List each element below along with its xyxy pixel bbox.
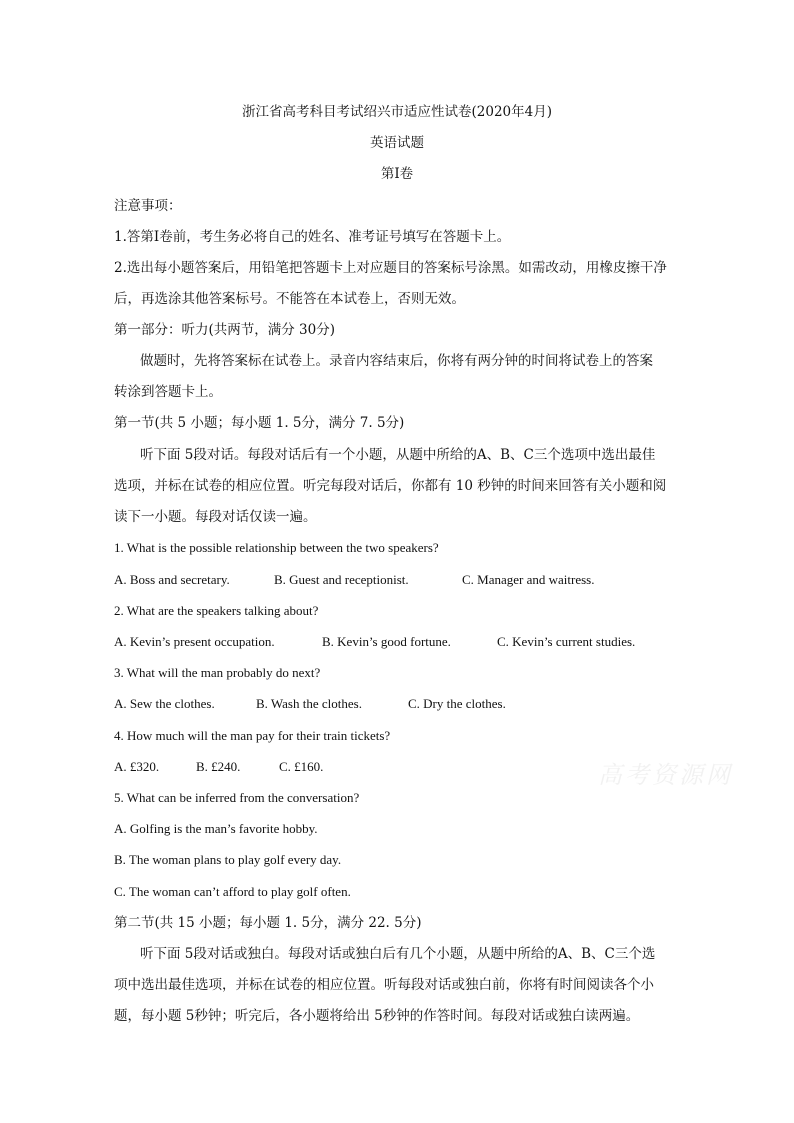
question-2-option-c: C. Kevin’s current studies. [497, 634, 636, 649]
question-1-stem: 1. What is the possible relationship between the two speakers? [114, 540, 439, 555]
note-item-2-line-2: 后，再选涂其他答案标号。不能答在本试卷上，否则无效。 [114, 291, 465, 307]
question-4-option-b: B. £240. [196, 759, 241, 774]
note-item-2-line-1: 2.选出每小题答案后，用铅笔把答题卡上对应题目的答案标号涂黑。如需改动，用橡皮擦干净 [114, 260, 667, 276]
part1-instruction-line-1: 做题时，先将答案标在试卷上。录音内容结束后，你将有两分钟的时间将试卷上的答案 [140, 353, 653, 369]
notes-heading: 注意事项： [114, 198, 182, 214]
section2-instruction-line-2: 项中选出最佳选项，并标在试卷的相应位置。听每段对话或独白前，你将有时间阅读各个小 [114, 977, 654, 993]
watermark: 高考资源网 [598, 761, 733, 789]
section2-instruction-line-1: 听下面 5段对话或独白。每段对话或独白后有几个小题，从题中所给的A、B、C三个选 [140, 946, 656, 962]
part1-heading: 第一部分：听力(共两节，满分 30分) [114, 322, 336, 338]
section2-heading: 第二节(共 15 小题；每小题 1. 5分，满分 22. 5分) [114, 915, 422, 931]
question-5-option-b: B. The woman plans to play golf every day. [114, 852, 342, 867]
question-5-option-a: A. Golfing is the man’s favorite hobby. [114, 821, 318, 836]
volume-title: 第I卷 [380, 166, 414, 182]
question-1-option-a: A. Boss and secretary. [114, 572, 230, 587]
question-2-stem: 2. What are the speakers talking about? [114, 603, 319, 618]
section2-instruction-line-3: 题，每小题 5秒钟；听完后，各小题将给出 5秒钟的作答时间。每段对话或独白读两遍。 [114, 1008, 640, 1024]
question-3-option-a: A. Sew the clothes. [114, 696, 215, 711]
question-1-option-c: C. Manager and waitress. [462, 572, 595, 587]
question-5-option-c: C. The woman can’t afford to play golf often. [114, 884, 351, 899]
question-3-stem: 3. What will the man probably do next? [114, 665, 321, 680]
section1-heading: 第一节(共 5 小题；每小题 1. 5分，满分 7. 5分) [114, 415, 405, 431]
subject-title: 英语试题 [370, 135, 424, 151]
question-3-option-b: B. Wash the clothes. [256, 696, 362, 711]
question-3-option-c: C. Dry the clothes. [408, 696, 506, 711]
question-1-option-b: B. Guest and receptionist. [274, 572, 409, 587]
section1-instruction-line-2: 选项，并标在试卷的相应位置。听完每段对话后，你都有 10 秒钟的时间来回答有关小题和阅 [114, 478, 667, 494]
question-4-option-c: C. £160. [279, 759, 324, 774]
note-item-1: 1.答第I卷前，考生务必将自己的姓名、准考证号填写在答题卡上。 [114, 229, 511, 245]
question-2-option-b: B. Kevin’s good fortune. [322, 634, 451, 649]
section1-instruction-line-3: 读下一小题。每段对话仅读一遍。 [114, 509, 317, 525]
question-5-stem: 5. What can be inferred from the conversation? [114, 790, 360, 805]
part1-instruction-line-2: 转涂到答题卡上。 [114, 384, 222, 400]
section1-instruction-line-1: 听下面 5段对话。每段对话后有一个小题，从题中所给的A、B、C三个选项中选出最佳 [140, 447, 656, 463]
question-4-stem: 4. How much will the man pay for their train tickets? [114, 728, 391, 743]
exam-title: 浙江省高考科目考试绍兴市适应性试卷(2020年4月) [242, 104, 552, 120]
question-2-option-a: A. Kevin’s present occupation. [114, 634, 275, 649]
question-4-option-a: A. £320. [114, 759, 160, 774]
